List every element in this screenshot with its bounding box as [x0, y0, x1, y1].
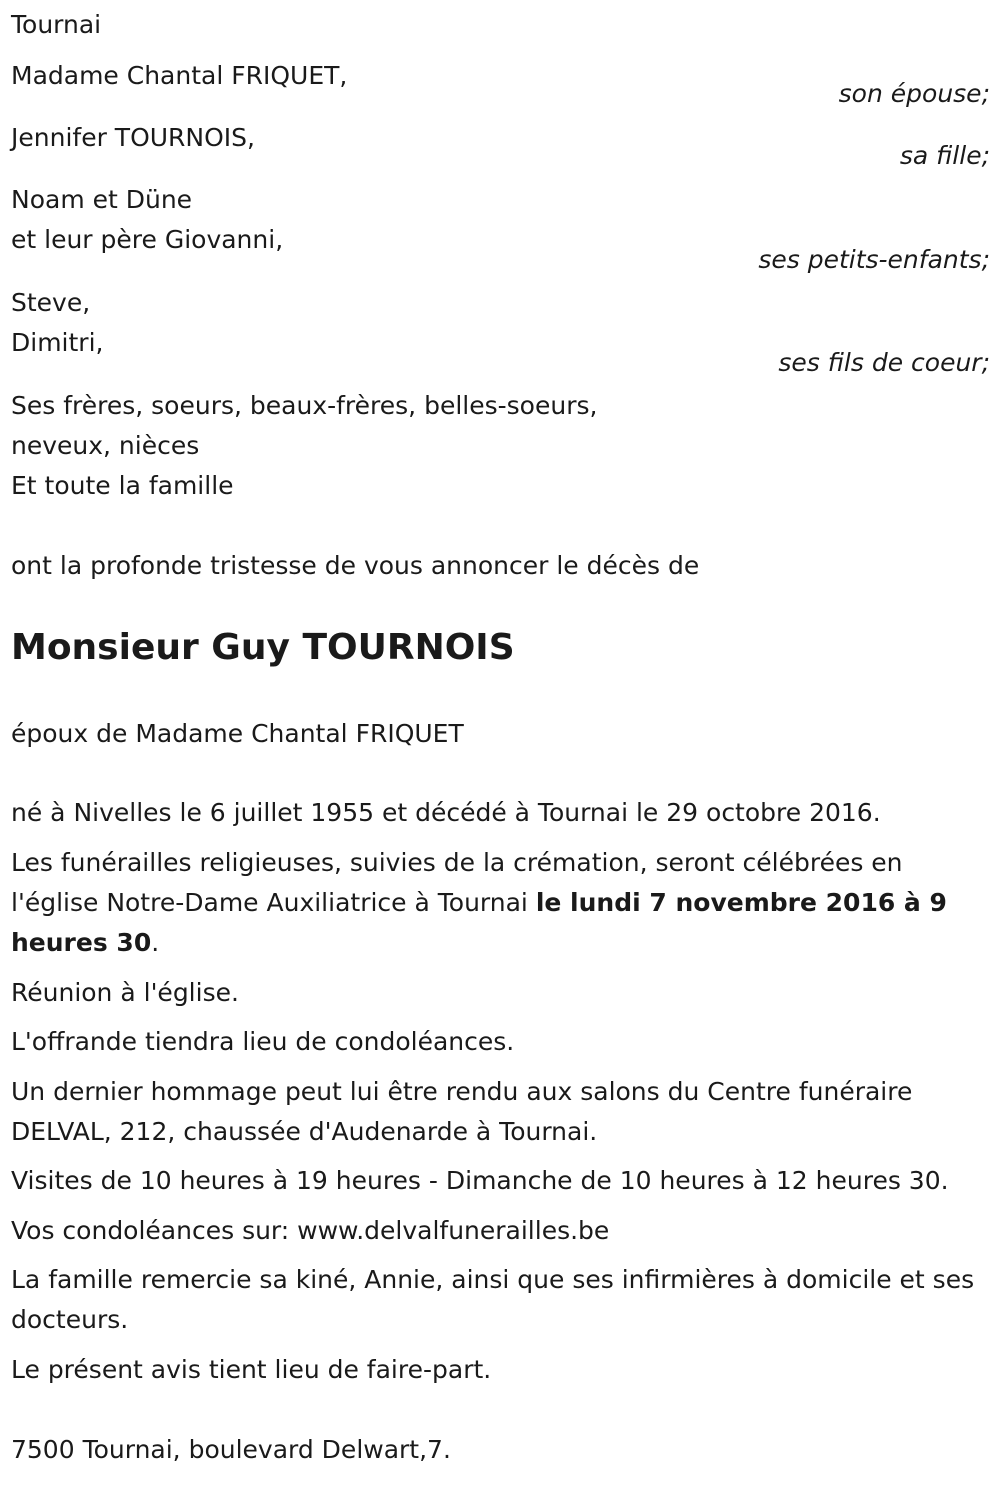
family-member-grandchildren	[11, 180, 990, 276]
deceased-name: Monsieur Guy TOURNOIS	[11, 627, 515, 668]
extended-family-line: neveux, nièces	[11, 431, 200, 460]
notice-info: Le présent avis tient lieu de faire-part.	[11, 1355, 492, 1384]
city: Tournai	[11, 10, 102, 39]
family-member-daughter	[11, 118, 990, 172]
address: 7500 Tournai, boulevard Delwart,7.	[11, 1435, 451, 1464]
thanks-info: La famille remercie sa kiné, Annie, ainsi que ses infirmières à domicile et ses docteurs.	[11, 1265, 975, 1334]
meeting-info: Réunion à l'église.	[11, 978, 239, 1007]
visits-info: Visites de 10 heures à 19 heures - Dimanche de 10 heures à 12 heures 30.	[11, 1166, 949, 1195]
family-relation: ses fils de coeur;	[778, 348, 990, 377]
family-name: Steve,	[11, 288, 91, 317]
family-name: Noam et Düne	[11, 185, 193, 214]
family-relation: sa fille;	[899, 141, 990, 170]
birth-death: né à Nivelles le 6 juillet 1955 et décédé à Tournai le 29 octobre 2016.	[11, 798, 881, 827]
tribute-info: Un dernier hommage peut lui être rendu aux salons du Centre funéraire DELVAL, 212, chaussée d'Audenarde à Tournai.	[11, 1077, 913, 1146]
family-name: Dimitri,	[11, 328, 104, 357]
condolences-info: Vos condoléances sur: www.delvalfunerailles.be	[11, 1216, 610, 1245]
family-relation: ses petits-enfants;	[758, 245, 990, 274]
funeral-end: .	[151, 928, 160, 957]
extended-family-line: Ses frères, soeurs, beaux-frères, belles-soeurs,	[11, 391, 598, 420]
extended-family-line: Et toute la famille	[11, 471, 234, 500]
funeral-text: Les funérailles religieuses, suivies de la crémation, seront célébrées en l'église Notre-Dame Auxiliatrice à Tournai	[11, 848, 903, 917]
family-member-stepsons	[11, 283, 990, 379]
family-name: Madame Chantal FRIQUET,	[11, 61, 348, 90]
family-relation: son épouse;	[838, 79, 990, 108]
family-name: Jennifer TOURNOIS,	[11, 123, 255, 152]
announcement: ont la profonde tristesse de vous annoncer le décès de	[11, 551, 700, 580]
offering-info: L'offrande tiendra lieu de condoléances.	[11, 1027, 515, 1056]
spouse-line: époux de Madame Chantal FRIQUET	[11, 719, 464, 748]
family-name: et leur père Giovanni,	[11, 225, 284, 254]
extended-family	[11, 386, 990, 506]
funeral-date: le lundi 7 novembre 2016 à 9 heures 30	[11, 888, 947, 957]
family-member-spouse	[11, 56, 990, 110]
funeral-details	[11, 843, 990, 963]
